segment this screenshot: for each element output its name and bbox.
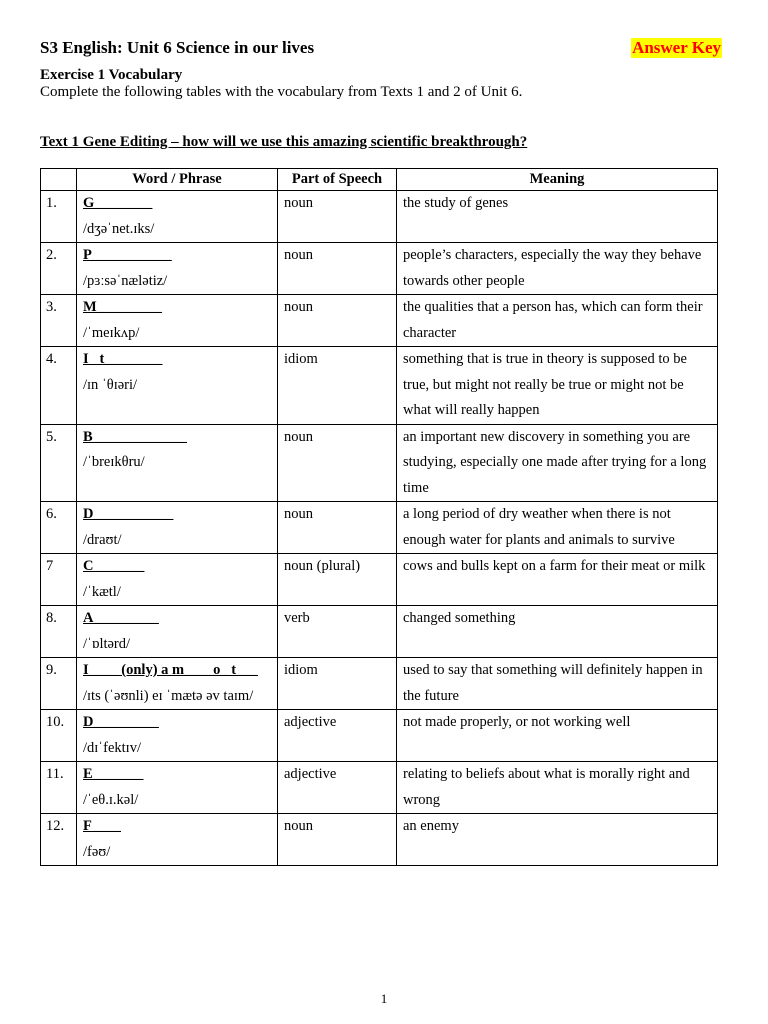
table-row	[41, 191, 718, 243]
part-of-speech: noun	[278, 424, 397, 502]
row-number: 10.	[41, 710, 77, 762]
row-number: 11.	[41, 762, 77, 814]
phonetic-transcription: /pɜːsəˈnælətiz/	[83, 272, 168, 289]
header-word-phrase: Word / Phrase	[77, 169, 278, 191]
part-of-speech: noun	[278, 243, 397, 295]
meaning: used to say that something will definitely happen in the future	[397, 658, 718, 710]
part-of-speech: verb	[278, 606, 397, 658]
phonetic-transcription: /ˈɒltərd/	[83, 635, 131, 652]
header-meaning: Meaning	[397, 169, 718, 191]
part-of-speech: idiom	[278, 658, 397, 710]
answer-key-label: Answer Key	[632, 38, 721, 57]
word-cell	[77, 606, 278, 658]
word-cell	[77, 243, 278, 295]
table-row	[41, 710, 718, 762]
word-blank: B_____________	[83, 428, 187, 445]
word-blank: F____	[83, 818, 121, 834]
table-row	[41, 606, 718, 658]
row-number: 12.	[41, 814, 77, 866]
exercise-instruction: Complete the following tables with the vocabulary from Texts 1 and 2 of Unit 6.	[40, 84, 523, 100]
page-number: 1	[380, 991, 388, 1006]
word-cell	[77, 762, 278, 814]
word-cell	[77, 191, 278, 243]
meaning: something that is true in theory is supposed to be true, but might not really be true or might not be what will really happen	[397, 347, 718, 425]
word-blank: D_________	[83, 714, 159, 730]
exercise-title: Exercise 1 Vocabulary	[40, 67, 183, 83]
phonetic-transcription: /dʒəˈnet.ɪks/	[83, 220, 155, 237]
word-cell	[77, 295, 278, 347]
word-cell	[77, 814, 278, 866]
row-number: 2.	[41, 243, 77, 295]
row-number: 9.	[41, 658, 77, 710]
phonetic-transcription: /ˈmeɪkʌp/	[83, 324, 140, 341]
meaning: the qualities that a person has, which can form their character	[397, 295, 718, 347]
meaning: not made properly, or not working well	[397, 710, 718, 762]
table-row	[41, 424, 718, 502]
row-number: 5.	[41, 424, 77, 502]
word-blank: I t________	[83, 351, 163, 367]
table-row	[41, 658, 718, 710]
phonetic-transcription: /ˈeθ.ɪ.kəl/	[83, 791, 139, 808]
table-row	[41, 347, 718, 425]
meaning: a long period of dry weather when there is not enough water for plants and animals to survive	[397, 502, 718, 554]
table-row	[41, 554, 718, 606]
row-number: 1.	[41, 191, 77, 243]
header-part-of-speech: Part of Speech	[278, 169, 397, 191]
part-of-speech: noun (plural)	[278, 554, 397, 606]
word-blank: E_______	[83, 766, 144, 782]
part-of-speech: adjective	[278, 762, 397, 814]
meaning: the study of genes	[397, 191, 718, 243]
row-number: 6.	[41, 502, 77, 554]
table-row	[41, 502, 718, 554]
phonetic-transcription: /fəʊ/	[83, 843, 111, 860]
header-number	[41, 169, 77, 191]
word-cell	[77, 424, 278, 502]
row-number: 4.	[41, 347, 77, 425]
part-of-speech: adjective	[278, 710, 397, 762]
row-number: 7	[41, 554, 77, 606]
document-header	[40, 38, 722, 60]
meaning: an important new discovery in something you are studying, especially one made after trying for a long time	[397, 424, 718, 502]
word-blank: M_________	[83, 299, 162, 315]
table-row	[41, 243, 718, 295]
word-blank: D___________	[83, 506, 174, 522]
row-number: 3.	[41, 295, 77, 347]
meaning: changed something	[397, 606, 718, 658]
meaning: an enemy	[397, 814, 718, 866]
row-number: 8.	[41, 606, 77, 658]
table-header-row	[41, 169, 718, 191]
word-cell	[77, 554, 278, 606]
meaning: cows and bulls kept on a farm for their meat or milk	[397, 554, 718, 606]
word-cell	[77, 347, 278, 425]
table-body	[41, 191, 718, 866]
meaning: relating to beliefs about what is morally right and wrong	[397, 762, 718, 814]
phonetic-transcription: /ɪn ˈθɪəri/	[83, 376, 138, 393]
document-title: S3 English: Unit 6 Science in our lives	[40, 38, 315, 57]
part-of-speech: noun	[278, 191, 397, 243]
word-blank: C_______	[83, 558, 145, 574]
table-row	[41, 814, 718, 866]
part-of-speech: noun	[278, 502, 397, 554]
part-of-speech: noun	[278, 295, 397, 347]
word-blank: P___________	[83, 247, 172, 263]
phonetic-transcription: /ˈbreɪkθru/	[83, 454, 145, 470]
word-blank: A_________	[83, 610, 159, 626]
word-cell	[77, 710, 278, 762]
table-row	[41, 295, 718, 347]
phonetic-transcription: /ˈkætl/	[83, 583, 121, 600]
part-of-speech: noun	[278, 814, 397, 866]
word-blank: G________	[83, 195, 153, 211]
meaning: people’s characters, especially the way they behave towards other people	[397, 243, 718, 295]
word-blank: I____ (only) a m____o_ t___	[83, 662, 258, 678]
vocabulary-table	[40, 168, 718, 866]
word-cell	[77, 502, 278, 554]
phonetic-transcription: /dɪˈfektɪv/	[83, 739, 141, 756]
word-cell	[77, 658, 278, 710]
part-of-speech: idiom	[278, 347, 397, 425]
table-row	[41, 762, 718, 814]
phonetic-transcription: /draʊt/	[83, 531, 122, 548]
text-title: Text 1 Gene Editing – how will we use this amazing scientific breakthrough?	[40, 134, 528, 150]
phonetic-transcription: /ɪts (ˈəʊnli) eɪ ˈmætə əv taɪm/	[83, 687, 254, 704]
